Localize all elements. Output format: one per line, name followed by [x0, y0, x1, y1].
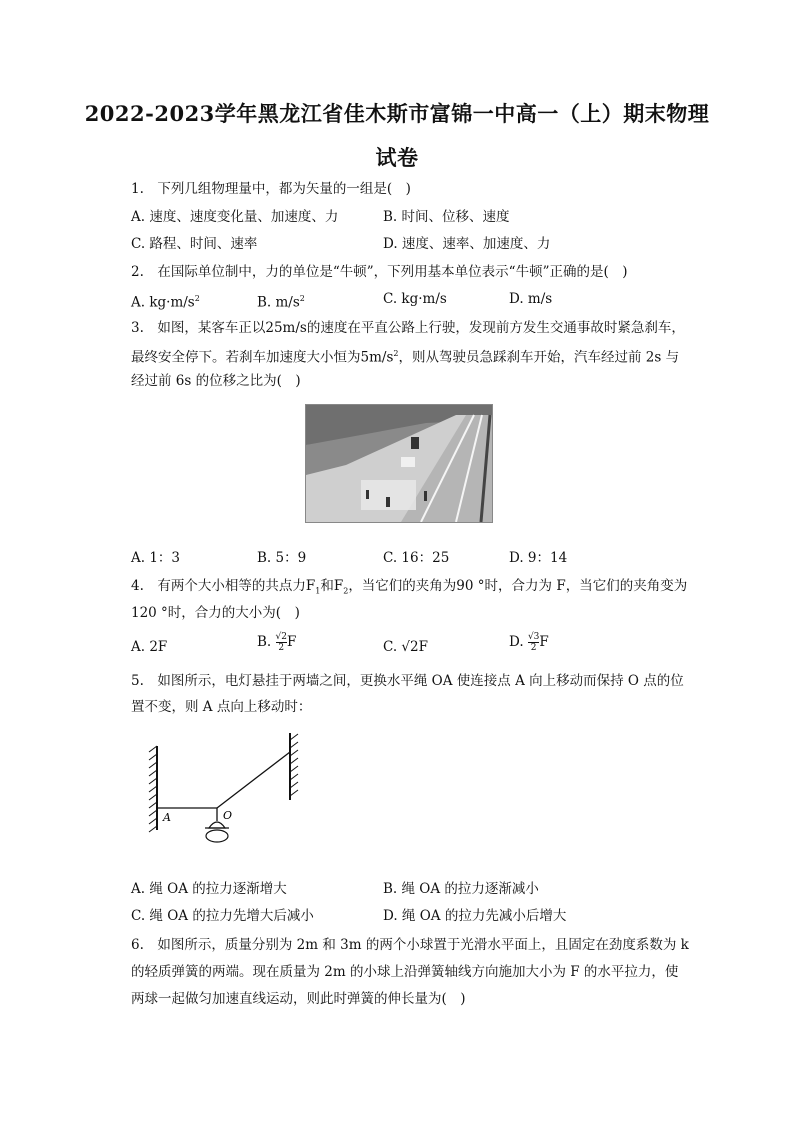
q5-option-a: A. 绳 OA 的拉力逐渐增大 [131, 881, 287, 897]
q6-line-1: 6. 如图所示，质量分别为 2m 和 3m 的两个小球置于光滑水平面上，且固定在劲度系数为 k [131, 937, 689, 953]
q2-option-a: A. $kg\cdot m/s^2$ [131, 294, 200, 311]
q5-option-b: B. 绳 OA 的拉力逐渐减小 [383, 881, 539, 897]
q1-option-b: B. 时间、位移、速度 [383, 209, 510, 225]
q6-line-2: 的轻质弹簧的两端。现在质量为 2m 的小球上沿弹簧轴线方向施加大小为 F 的水平拉力，使 [131, 964, 679, 980]
q1-stem: 1. 下列几组物理量中，都为矢量的一组是( ) [131, 181, 411, 197]
label-a: A [163, 811, 171, 824]
label-o: O [223, 809, 233, 822]
q3-option-d: D. 9：14 [509, 550, 568, 566]
q3-option-b: B. 5：9 [257, 550, 307, 566]
q4-line-2: 120 °时，合力的大小为( ) [131, 605, 300, 621]
q3-line-2: 最终安全停下。若刹车加速度大小恒为$5m/s^2$，则从驾驶员急踩刹车开始，汽车经过前 2s 与 [131, 349, 680, 366]
q3-line-1: 3. 如图，某客车正以25m/s的速度在平直公路上行驶，发现前方发生交通事故时紧急刹车， [131, 320, 685, 336]
q3-option-c: C. 16：25 [383, 550, 450, 566]
q3-line-3: 经过前 6s 的位移之比为( ) [131, 373, 301, 389]
q2-option-c: C. kg·m/s [383, 291, 447, 307]
q4-line-1: 4. 有两个大小相等的共点力$F_1$和$F_2$，当它们的夹角为90 °时，合力为 F，当它们的夹角变为 [131, 578, 688, 596]
q2-option-d: D. m/s [509, 291, 553, 307]
q2-option-b: B. $m/s^2$ [257, 294, 305, 311]
q4-option-c: C. √2F [383, 639, 428, 655]
road-accident-photo [305, 404, 493, 523]
title-line-1: 2022-2023学年黑龙江省佳木斯市富锦一中高一（上）期末物理 [84, 101, 710, 126]
q6-line-3: 两球一起做匀加速直线运动，则此时弹簧的伸长量为( ) [131, 991, 466, 1007]
lamp-diagram [145, 728, 305, 858]
q5-line-1: 5. 如图所示，电灯悬挂于两墙之间，更换水平绳 OA 使连接点 A 向上移动而保持 O 点的位 [131, 673, 684, 689]
q3-option-a: A. 1：3 [131, 550, 181, 566]
q2-stem: 2. 在国际单位制中，力的单位是“牛顿”，下列用基本单位表示“牛顿”正确的是( ) [131, 264, 628, 280]
q1-option-c: C. 路程、时间、速率 [131, 236, 258, 252]
q5-option-c: C. 绳 OA 的拉力先增大后减小 [131, 908, 314, 924]
q5-option-d: D. 绳 OA 的拉力先减小后增大 [383, 908, 567, 924]
q1-option-d: D. 速度、速率、加速度、力 [383, 236, 551, 252]
q5-line-2: 置不变，则 A 点向上移动时： [131, 699, 312, 715]
q4-option-d: D. $\frac{√3}{2}$ F [509, 632, 549, 653]
title-line-2: 试卷 [375, 145, 419, 170]
q4-option-b: B. $\frac{√2}{2}$ F [257, 632, 297, 653]
q4-option-a: A. 2F [131, 639, 168, 655]
q1-option-a: A. 速度、速度变化量、加速度、力 [131, 209, 339, 225]
